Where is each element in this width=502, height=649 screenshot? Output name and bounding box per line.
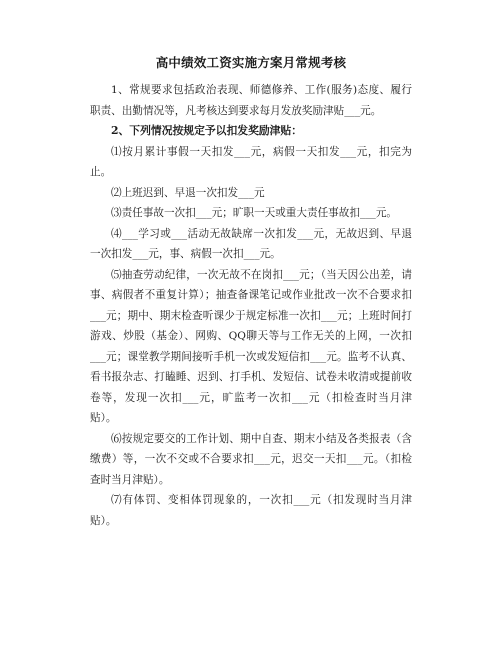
rule-item-4: ⑷___学习或___活动无故缺席一次扣发___元，无故迟到、早退一次扣发___元，事、病假一次扣___元。 (90, 227, 412, 260)
rule-item-5: ⑸抽查劳动纪律，一次无故不在岗扣___元；（当天因公出差，请事、病假者不重复计算）；抽查备课笔记或作业批改一次不合要求扣___元；期中、期末检查听课少于规定标准一次扣___元；上班时间打游戏、炒股（基金）、网购、QQ聊天等与工作无关的上网，一次扣___元；课堂教学期间接听手机一次或发短信扣___元。监考不认真、看书报杂志、打瞌睡、迟到、打手机、发短信、试卷未收清或提前收卷等，发现一次扣___元，旷监考一次扣___元（扣检查时当月津贴）。 (90, 268, 412, 424)
document-title: 高中绩效工资实施方案月常规考核 (155, 55, 347, 70)
rule-item-6: ⑹按规定要交的工作计划、期中自查、期末小结及各类报表（含缴费）等，一次不交或不合要求扣___元，迟交一天扣___元。（扣检查时当月津贴）。 (90, 432, 412, 486)
document-page (90, 55, 412, 531)
rule-item-3: ⑶责任事故一次扣___元；旷职一天或重大责任事故扣___元。 (111, 207, 398, 219)
rule-item-2: ⑵上班迟到、早退一次扣发___元 (111, 186, 265, 199)
paragraph-1: 1、常规要求包括政治表现、师德修养、工作(服务)态度、履行职责、出勤情况等，凡考核达到要求每月发放奖励津贴___元。 (90, 84, 412, 117)
section-heading: 2、下列情况按规定予以扣发奖励津贴： (111, 124, 303, 137)
rule-item-1: ⑴按月累计事假一天扣发___元，病假一天扣发___元，扣完为止。 (90, 145, 412, 178)
rule-item-7: ⑺有体罚、变相体罚现象的，一次扣___元（扣发现时当月津贴）。 (90, 494, 412, 527)
